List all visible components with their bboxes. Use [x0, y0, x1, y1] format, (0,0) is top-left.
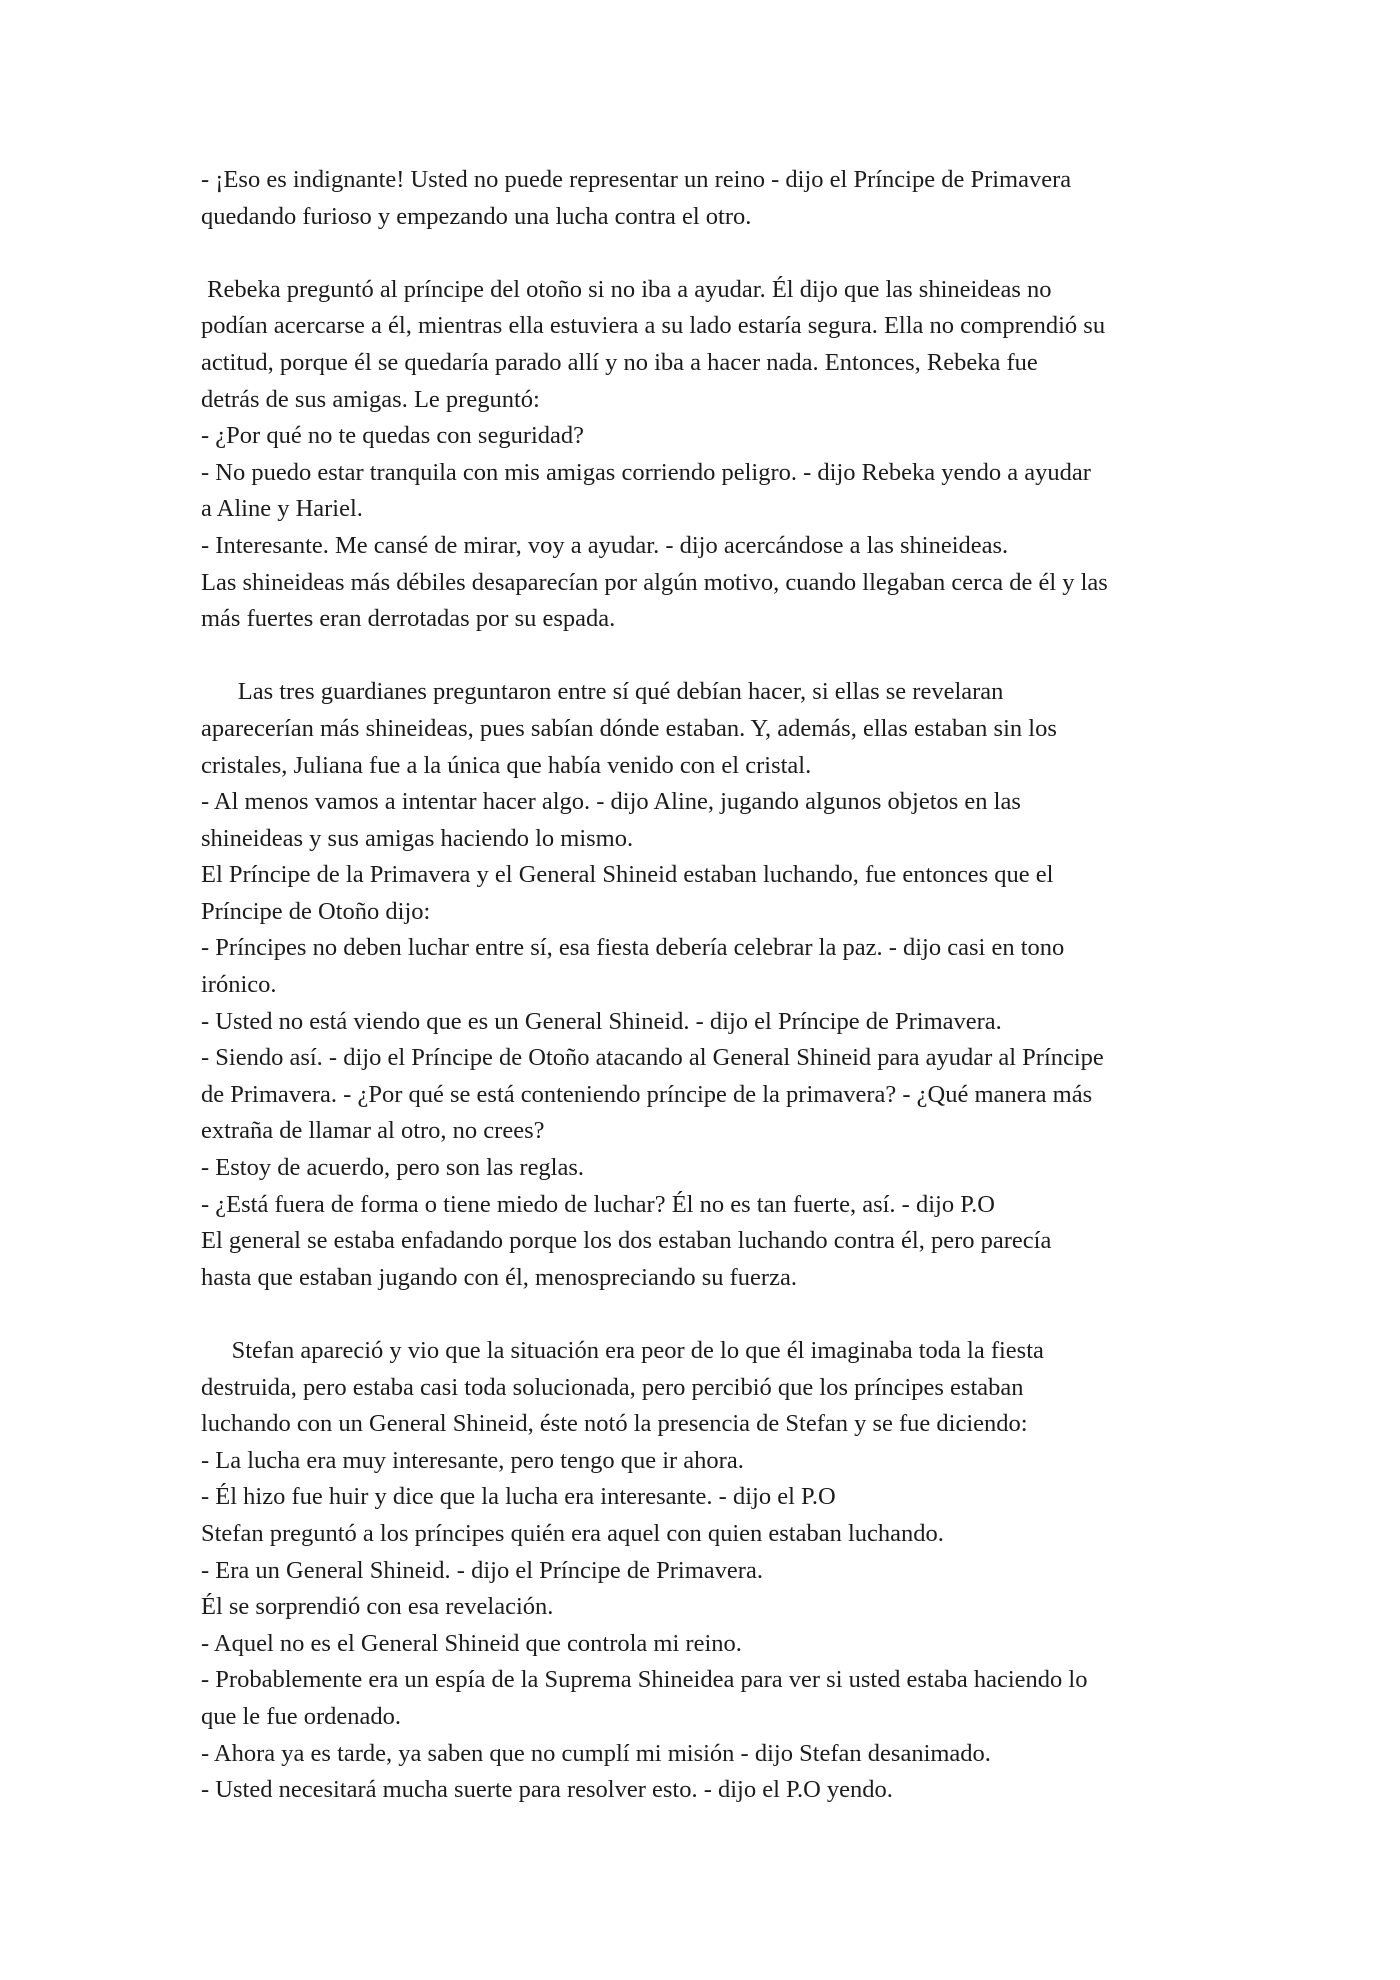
- text-line: aparecerían más shineideas, pues sabían dónde estaban. Y, además, ellas estaban sin los: [201, 714, 1057, 742]
- paragraph-1: [201, 162, 1211, 235]
- text-line: - Ahora ya es tarde, ya saben que no cumplí mi misión - dijo Stefan desanimado.: [201, 1739, 991, 1767]
- text-line: detrás de sus amigas. Le preguntó:: [201, 385, 540, 413]
- text-line: hasta que estaban jugando con él, menospreciando su fuerza.: [201, 1263, 797, 1291]
- text-line: - Aquel no es el General Shineid que controla mi reino.: [201, 1629, 742, 1657]
- text-line: Stefan apareció y vio que la situación era peor de lo que él imaginaba toda la fiesta: [201, 1337, 1044, 1364]
- text-line: - Interesante. Me cansé de mirar, voy a ayudar. - dijo acercándose a las shineideas.: [201, 531, 1009, 559]
- text-line: Rebeka preguntó al príncipe del otoño si no iba a ayudar. Él dijo que las shineideas no: [201, 275, 1052, 303]
- text-line: quedando furioso y empezando una lucha contra el otro.: [201, 202, 752, 230]
- text-line: - Al menos vamos a intentar hacer algo. - dijo Aline, jugando algunos objetos en las: [201, 788, 1021, 816]
- text-line: - ¡Eso es indignante! Usted no puede representar un reino - dijo el Príncipe de Primavera: [201, 166, 1072, 193]
- text-line: Las tres guardianes preguntaron entre sí qué debían hacer, si ellas se revelaran: [201, 678, 1004, 706]
- text-line: irónico.: [201, 971, 277, 999]
- text-line: - La lucha era muy interesante, pero tengo que ir ahora.: [201, 1446, 744, 1474]
- text-line: Él se sorprendió con esa revelación.: [201, 1593, 554, 1621]
- text-line: destruida, pero estaba casi toda solucionada, pero percibió que los príncipes estaban: [201, 1373, 1024, 1401]
- text-line: Príncipe de Otoño dijo:: [201, 897, 431, 925]
- paragraph-spacer: [201, 235, 1211, 272]
- text-line: - Usted no está viendo que es un General Shineid. - dijo el Príncipe de Primavera.: [201, 1007, 1002, 1035]
- paragraph-spacer: [201, 1296, 1211, 1333]
- paragraph-4: [201, 1333, 1211, 1809]
- paragraph-2: [201, 272, 1211, 638]
- text-line: de Primavera. - ¿Por qué se está conteniendo príncipe de la primavera? - ¿Qué manera más: [201, 1080, 1093, 1108]
- text-line: actitud, porque él se quedaría parado allí y no iba a hacer nada. Entonces, Rebeka fue: [201, 348, 1038, 376]
- text-line: shineideas y sus amigas haciendo lo mismo.: [201, 824, 634, 852]
- text-line: - Él hizo fue huir y dice que la lucha era interesante. - dijo el P.O: [201, 1483, 836, 1511]
- text-line: extraña de llamar al otro, no crees?: [201, 1117, 545, 1145]
- text-line: - ¿Por qué no te quedas con seguridad?: [201, 422, 585, 450]
- text-line: - Príncipes no deben luchar entre sí, esa fiesta debería celebrar la paz. - dijo casi en tono: [201, 934, 1065, 962]
- text-line: podían acercarse a él, mientras ella estuviera a su lado estaría segura. Ella no comprendió su: [201, 312, 1106, 340]
- text-line: cristales, Juliana fue a la única que había venido con el cristal.: [201, 751, 812, 779]
- text-line: más fuertes eran derrotadas por su espada.: [201, 605, 616, 633]
- document-page: [201, 162, 1211, 1809]
- text-line: - Usted necesitará mucha suerte para resolver esto. - dijo el P.O yendo.: [201, 1776, 893, 1804]
- paragraph-3: [201, 674, 1211, 1296]
- text-line: - Siendo así. - dijo el Príncipe de Otoño atacando al General Shineid para ayudar al Príncipe: [201, 1044, 1104, 1072]
- text-line: a Aline y Hariel.: [201, 495, 363, 523]
- text-line: - Probablemente era un espía de la Suprema Shineidea para ver si usted estaba haciendo lo: [201, 1666, 1088, 1694]
- text-line: - Era un General Shineid. - dijo el Príncipe de Primavera.: [201, 1556, 763, 1584]
- text-line: luchando con un General Shineid, éste notó la presencia de Stefan y se fue diciendo:: [201, 1410, 1028, 1438]
- text-line: El Príncipe de la Primavera y el General Shineid estaban luchando, fue entonces que el: [201, 861, 1054, 889]
- text-line: - No puedo estar tranquila con mis amigas corriendo peligro. - dijo Rebeka yendo a ayudar: [201, 458, 1091, 486]
- text-line: El general se estaba enfadando porque los dos estaban luchando contra él, pero parecía: [201, 1227, 1052, 1255]
- paragraph-spacer: [201, 638, 1211, 675]
- text-line: que le fue ordenado.: [201, 1702, 401, 1730]
- text-line: Stefan preguntó a los príncipes quién era aquel con quien estaban luchando.: [201, 1519, 944, 1547]
- text-line: - Estoy de acuerdo, pero son las reglas.: [201, 1154, 585, 1182]
- text-line: Las shineideas más débiles desaparecían por algún motivo, cuando llegaban cerca de él y las: [201, 568, 1108, 596]
- text-line: - ¿Está fuera de forma o tiene miedo de luchar? Él no es tan fuerte, así. - dijo P.O: [201, 1190, 995, 1218]
